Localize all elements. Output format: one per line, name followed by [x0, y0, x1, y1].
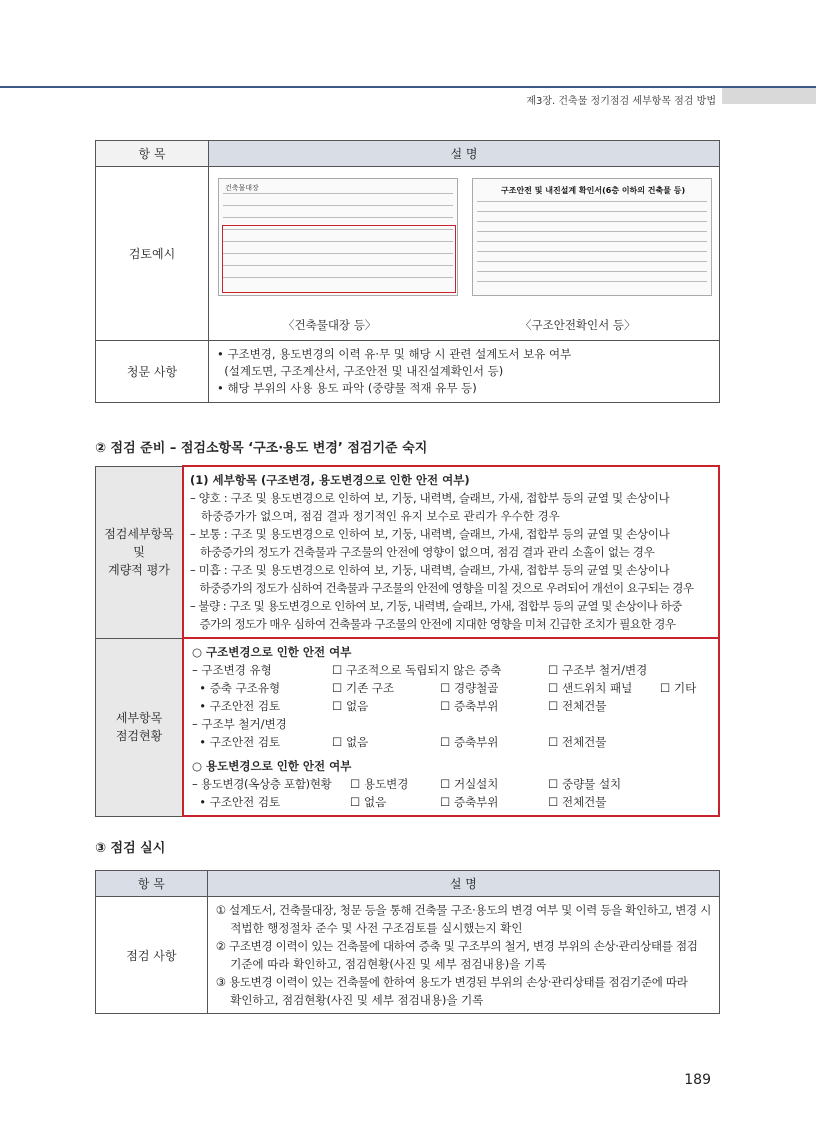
eval-line: 증가의 정도가 매우 심하여 건축물과 구조물의 안전에 지대한 영향을 미쳐 긴급한 조치가 필요한 경우 [190, 617, 676, 631]
checklist-row: • 구조안전 검토 ☐ 없음 ☐ 증축부위 ☐ 전체건물 [192, 733, 710, 751]
thumb-left-title: 건축물대장 [225, 184, 259, 192]
checkbox-option[interactable]: ☐ 기존 구조 [332, 681, 395, 695]
inquiry-desc [209, 341, 720, 403]
struct-heading: ○ 구조변경으로 인한 안전 여부 [192, 645, 352, 659]
checkbox-option[interactable]: ☐ 없음 [332, 699, 369, 713]
inquiry-line: • 해당 부위의 사용 용도 파악 (중량물 적재 유무 등) [217, 381, 477, 395]
eval-heading: (1) 세부항목 (구조변경, 용도변경으로 인한 안전 여부) [190, 473, 470, 487]
checklist-row: • 증축 구조유형 ☐ 기존 구조 ☐ 경량철골 ☐ 샌드위치 패널 ☐ 기타 [192, 679, 710, 697]
checkbox-option[interactable]: ☐ 중량물 설치 [548, 777, 622, 791]
evaluation-criteria [183, 466, 719, 638]
checklist-row: • 구조안전 검토 ☐ 없음 ☐ 증축부위 ☐ 전체건물 [192, 793, 710, 811]
inspection-line: ③ 용도변경 이력이 있는 건축물에 한하여 용도가 변경된 부위의 손상·관리상태를 점검기준에 따라 [215, 975, 688, 989]
thumb-right-title: 구조안전 및 내진설계 확인서(6층 이하의 건축물 등) [501, 186, 686, 195]
header-tab [722, 88, 816, 104]
checkbox-option[interactable]: ☐ 기타 [660, 681, 697, 695]
checklist-row: – 용도변경(옥상층 포함)현황 ☐ 용도변경 ☐ 거실설치 ☐ 중량물 설치 [192, 775, 710, 793]
checkbox-option[interactable]: ☐ 증축부위 [440, 795, 499, 809]
table-inspection [95, 870, 720, 1014]
row-label-status: 세부항목 점검현황 [96, 638, 184, 816]
row-label-inquiry: 청문 사항 [96, 341, 209, 403]
checkbox-option[interactable]: ☐ 샌드위치 패널 [548, 681, 633, 695]
inquiry-line: (설계도면, 구조계산서, 구조안전 및 내진설계확인서 등) [217, 364, 504, 378]
row-label-evaluation: 점검세부항목 및 계량적 평가 [96, 466, 184, 638]
col-item-header: 항 목 [96, 871, 208, 897]
inspection-line: ① 설계도서, 건축물대장, 청문 등을 통해 건축물 구조·용도의 변경 여부 및 이력 등을 확인하고, 변경 시 [215, 903, 711, 917]
eval-line: 하중증가의 정도가 심하여 건축물과 구조물의 안전에 영향을 미칠 것으로 우려되어 개선이 요구되는 경우 [190, 581, 694, 595]
use-heading: ○ 용도변경으로 인한 안전 여부 [192, 759, 352, 773]
row-label-example: 검토예시 [96, 167, 209, 341]
eval-line: – 양호 : 구조 및 용도변경으로 인하여 보, 기둥, 내력벽, 슬래브, 가새, 접합부 등의 균열 및 손상이나 [190, 491, 670, 505]
checkbox-option[interactable]: ☐ 용도변경 [350, 777, 409, 791]
status-checklist [183, 638, 719, 816]
eval-line: – 보통 : 구조 및 용도변경으로 인하여 보, 기둥, 내력벽, 슬래브, 가새, 접합부 등의 균열 및 손상이나 [190, 527, 670, 541]
checklist-row: – 구조부 철거/변경 [192, 717, 287, 731]
checkbox-option[interactable]: ☐ 없음 [350, 795, 387, 809]
inspection-line: 적법한 행정절차 준수 및 사전 구조검토를 실시했는지 확인 [215, 921, 523, 935]
checklist-row: – 구조변경 유형 ☐ 구조적으로 독립되지 않은 증축 ☐ 구조부 철거/변경 [192, 661, 710, 679]
section-title-inspection: ③ 점검 실시 [95, 841, 166, 856]
structural-safety-cert-thumbnail [472, 178, 712, 296]
checkbox-option[interactable]: ☐ 거실설치 [440, 777, 499, 791]
checkbox-option[interactable]: ☐ 전체건물 [548, 795, 607, 809]
checkbox-option[interactable]: ☐ 경량철골 [440, 681, 499, 695]
checklist-row: • 구조안전 검토 ☐ 없음 ☐ 증축부위 ☐ 전체건물 [192, 697, 710, 715]
header-rule [0, 86, 816, 88]
building-register-thumbnail [218, 178, 458, 296]
eval-line: – 불량 : 구조 및 용도변경으로 인하여 보, 기둥, 내력벽, 슬래브, 가새, 접합부 등의 균열 및 손상이나 하중 [190, 599, 682, 613]
checkbox-option[interactable]: ☐ 구조적으로 독립되지 않은 증축 [332, 663, 502, 677]
chapter-title: 제3장. 건축물 정기점검 세부항목 점검 방법 [526, 96, 716, 107]
checkbox-option[interactable]: ☐ 증축부위 [440, 699, 499, 713]
inspection-line: 기준에 따라 확인하고, 점검현황(사진 및 세부 점검내용)을 기록 [215, 957, 547, 971]
checkbox-option[interactable]: ☐ 전체건물 [548, 699, 607, 713]
caption-structural-cert: 〈구조안전확인서 등〉 [520, 318, 636, 332]
eval-line: 하중증가가 없으며, 점검 결과 정기적인 유지 보수로 관리가 우수한 경우 [190, 509, 560, 523]
col-desc-header: 설 명 [207, 871, 719, 897]
caption-building-register: 〈건축물대장 등〉 [283, 318, 377, 332]
row-label-inspection: 점검 사항 [96, 897, 208, 1014]
eval-line: – 미흡 : 구조 및 용도변경으로 인하여 보, 기둥, 내력벽, 슬래브, 가새, 접합부 등의 균열 및 손상이나 [190, 563, 670, 577]
checkbox-option[interactable]: ☐ 없음 [332, 735, 369, 749]
eval-line: 하중증가의 정도가 건축물과 구조물의 안전에 영향이 없으며, 점검 결과 관리 소홀이 없는 경우 [190, 545, 655, 559]
section-title-preparation: ② 점검 준비 – 점검소항목 ‘구조·용도 변경’ 점검기준 숙지 [95, 441, 428, 456]
inspection-line: 확인하고, 점검현황(사진 및 세부 점검내용)을 기록 [215, 993, 484, 1007]
checkbox-option[interactable]: ☐ 구조부 철거/변경 [548, 663, 648, 677]
checkbox-option[interactable]: ☐ 증축부위 [440, 735, 499, 749]
page-number: 189 [684, 1072, 711, 1088]
inquiry-line: • 구조변경, 용도변경의 이력 유·무 및 해당 시 관련 설계도서 보유 여부 [217, 347, 572, 361]
table-criteria [95, 465, 720, 817]
col-item-header: 항 목 [96, 141, 209, 167]
inspection-line: ② 구조변경 이력이 있는 건축물에 대하여 증축 및 구조부의 철거, 변경 부위의 손상·관리상태를 점검 [215, 939, 698, 953]
col-desc-header: 설 명 [209, 141, 720, 167]
checkbox-option[interactable]: ☐ 전체건물 [548, 735, 607, 749]
inspection-desc [207, 897, 719, 1014]
